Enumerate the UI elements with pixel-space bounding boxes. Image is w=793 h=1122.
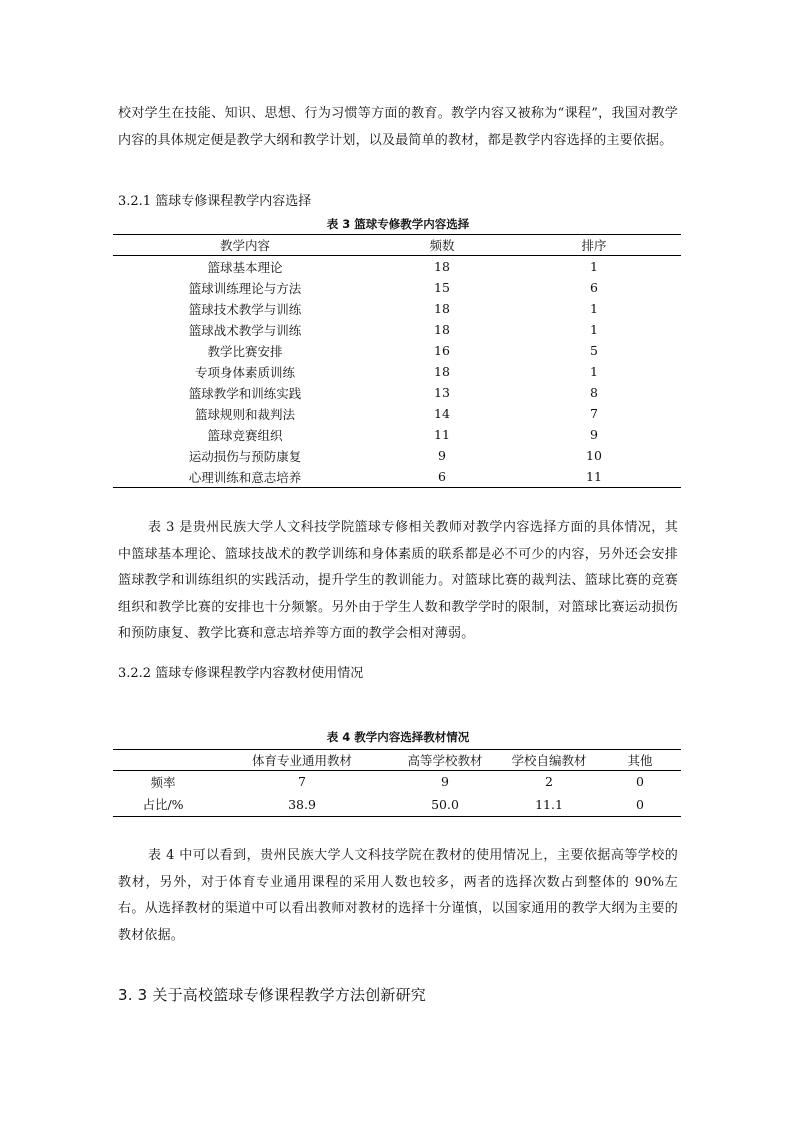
table4-cell: 2 bbox=[545, 774, 553, 789]
table3-cell-rank: 1 bbox=[590, 364, 598, 379]
table3-cell-frequency: 6 bbox=[438, 469, 446, 484]
table3-cell-content: 运动损伤与预防康复 bbox=[188, 448, 302, 464]
table3-cell-content: 专项身体素质训练 bbox=[194, 364, 295, 380]
table-row bbox=[113, 340, 681, 361]
table3-cell-rank: 9 bbox=[590, 427, 598, 442]
table3-cell-frequency: 18 bbox=[434, 301, 450, 316]
table3-cell-rank: 10 bbox=[586, 448, 602, 463]
table3-cell-rank: 11 bbox=[586, 469, 602, 484]
section-heading-3-3: 3. 3 关于高校篮球专修课程教学方法创新研究 bbox=[118, 986, 426, 1004]
table3-cell-content: 篮球竞赛组织 bbox=[207, 427, 283, 443]
table4-caption: 表 4 教学内容选择教材情况 bbox=[326, 730, 470, 744]
table3-cell-content: 篮球训练理论与方法 bbox=[188, 280, 302, 296]
table4-row-label: 占比/% bbox=[142, 797, 184, 812]
table-row bbox=[113, 382, 681, 403]
table-row bbox=[113, 319, 681, 340]
table4-cell: 38.9 bbox=[288, 796, 316, 812]
table3-cell-rank: 1 bbox=[590, 259, 598, 274]
table4-header-university: 高等学校教材 bbox=[391, 750, 499, 771]
table4-cell: 9 bbox=[441, 774, 449, 789]
table-row bbox=[113, 277, 681, 298]
table-row bbox=[113, 445, 681, 466]
table3-cell-rank: 8 bbox=[590, 385, 598, 400]
table4-header-row bbox=[113, 750, 681, 771]
table4-cell: 7 bbox=[298, 774, 306, 789]
table3-header-row bbox=[113, 235, 681, 256]
table4-cell: 0 bbox=[636, 774, 644, 789]
table3-cell-frequency: 15 bbox=[434, 280, 450, 295]
table3-cell-frequency: 13 bbox=[434, 385, 450, 400]
table3-cell-frequency: 16 bbox=[434, 343, 450, 358]
table4-cell: 11.1 bbox=[535, 796, 563, 812]
table-row bbox=[113, 361, 681, 382]
table4-header-pe-general: 体育专业通用教材 bbox=[213, 750, 391, 771]
table3-cell-frequency: 11 bbox=[434, 427, 450, 442]
table3-caption: 表 3 篮球专修教学内容选择 bbox=[326, 217, 470, 231]
table4-header-blank bbox=[113, 750, 213, 771]
table3-cell-content: 篮球规则和裁判法 bbox=[194, 406, 295, 422]
table3-header-rank: 排序 bbox=[507, 235, 681, 256]
table3-cell-rank: 1 bbox=[590, 301, 598, 316]
table4-analysis-paragraph: 表 4 中可以看到，贵州民族大学人文科技学院在教材的使用情况上，主要依据高等学校的教材，另外，对于体育专业通用课程的采用人数也较多，两者的选择次数占到整体的 90%左右。从选择教材的渠道中可以看出教师对教材的选择十分谨慎，以国家通用的教学大纲为主要的教材依据。 bbox=[118, 848, 678, 943]
table3-cell-frequency: 18 bbox=[434, 364, 450, 379]
intro-paragraph: 校对学生在技能、知识、思想、行为习惯等方面的教育。教学内容又被称为“课程”，我国对教学内容的具体规定便是教学大纲和教学计划，以及最简单的教材，都是教学内容选择的主要依据。 bbox=[118, 106, 678, 148]
table4-cell: 0 bbox=[636, 796, 644, 812]
table-row bbox=[113, 403, 681, 424]
table3-cell-rank: 1 bbox=[590, 322, 598, 337]
table3-cell-content: 篮球教学和训练实践 bbox=[188, 385, 302, 401]
table3-cell-rank: 6 bbox=[590, 280, 598, 295]
table3-cell-content: 心理训练和意志培养 bbox=[188, 469, 302, 485]
table3-cell-content: 篮球战术教学与训练 bbox=[188, 322, 302, 338]
table3-cell-frequency: 18 bbox=[434, 259, 450, 274]
table4-cell: 50.0 bbox=[431, 796, 459, 812]
table3 bbox=[113, 234, 681, 488]
table-row bbox=[113, 792, 681, 817]
table-row bbox=[113, 466, 681, 488]
table-row bbox=[113, 298, 681, 319]
table3-cell-rank: 7 bbox=[590, 406, 598, 421]
table3-analysis-paragraph: 表 3 是贵州民族大学人文科技学院篮球专修相关教师对教学内容选择方面的具体情况，其中篮球基本理论、篮球技战术的教学训练和身体素质的联系都是必不可少的内容，另外还会安排篮球教学和训练组织的实践活动，提升学生的教训能力。对篮球比赛的裁判法、篮球比赛的竞赛组织和教学比赛的安排也十分频繁。另外由于学生人数和教学学时的限制，对篮球比赛运动损伤和预防康复、教学比赛和意志培养等方面的教学会相对薄弱。 bbox=[118, 520, 678, 641]
table-row bbox=[113, 256, 681, 278]
table3-cell-content: 教学比赛安排 bbox=[207, 343, 283, 359]
table3-cell-frequency: 9 bbox=[438, 448, 446, 463]
table4-header-self-compiled: 学校自编教材 bbox=[499, 750, 599, 771]
section-heading-3-2-2: 3.2.2 篮球专修课程教学内容教材使用情况 bbox=[118, 666, 364, 681]
table3-cell-rank: 5 bbox=[590, 343, 598, 358]
table3-cell-frequency: 18 bbox=[434, 322, 450, 337]
table3-cell-content: 篮球基本理论 bbox=[207, 259, 283, 275]
table-row bbox=[113, 424, 681, 445]
table3-header-content: 教学内容 bbox=[113, 235, 377, 256]
table3-header-frequency: 频数 bbox=[377, 235, 507, 256]
table4-header-other: 其他 bbox=[599, 750, 681, 771]
table3-cell-content: 篮球技术教学与训练 bbox=[188, 301, 302, 317]
table-row bbox=[113, 771, 681, 793]
table3-cell-frequency: 14 bbox=[434, 406, 450, 421]
section-heading-3-2-1: 3.2.1 篮球专修课程教学内容选择 bbox=[118, 194, 312, 209]
table4 bbox=[113, 749, 681, 817]
table4-row-label: 频率 bbox=[150, 774, 176, 790]
